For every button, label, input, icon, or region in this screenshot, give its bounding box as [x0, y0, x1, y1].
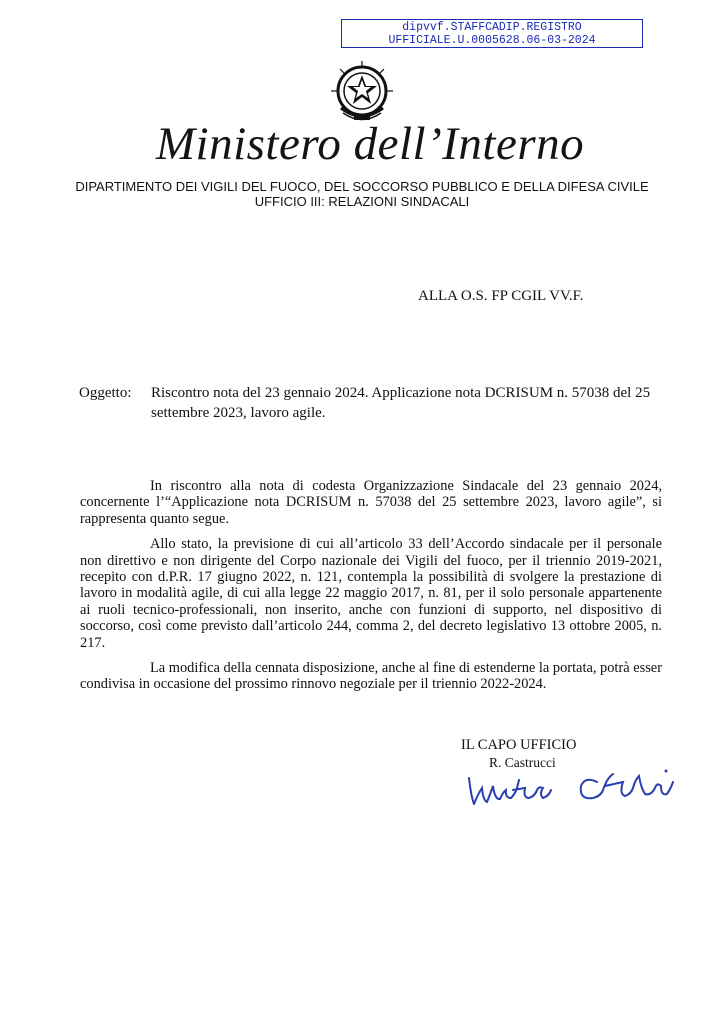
signatory-title: IL CAPO UFFICIO: [461, 737, 577, 753]
paragraph-3: La modifica della cennata disposizione, anche al fine di estenderne la portata, potrà esser condivisa in occasione del prossimo rinnovo negoziale per il triennio 2022-2024.: [80, 660, 662, 693]
subject-label: Oggetto:: [79, 385, 132, 401]
paragraph-2: Allo stato, la previsione di cui all’articolo 33 dell’Accordo sindacale per il personale non direttivo e non dirigente del Corpo nazionale dei Vigili del fuoco, per il triennio 2019-2021, recepito con d.P.R. 17 giugno 2022, n. 121, contempla la possibilità di svolgere la prestazione di lavoro in modalità agile, di cui alla legge 22 maggio 2017, n. 81, per il solo personale appartenente ai ruoli tecnico-professionali, non inserito, anche con funzioni di supporto, nel dispositivo di soccorso, così come previsto dall’articolo 244, comma 2, del decreto legislativo 13 ottobre 2005, n. 217.: [80, 536, 662, 651]
protocol-stamp-line-2: UFFICIALE.U.0005628.06-03-2024: [388, 34, 596, 47]
recipient-address: ALLA O.S. FP CGIL VV.F.: [418, 288, 584, 304]
letter-body: [80, 478, 662, 702]
protocol-stamp-line-1: dipvvf.STAFFCADIP.REGISTRO: [402, 21, 582, 34]
office-name: UFFICIO III: RELAZIONI SINDACALI: [254, 194, 470, 209]
handwritten-signature: [465, 752, 680, 808]
ministry-heading: Ministero dell’Interno: [155, 118, 585, 170]
protocol-stamp: [341, 19, 643, 48]
paragraph-1: In riscontro alla nota di codesta Organizzazione Sindacale del 23 gennaio 2024, concernente l’“Applicazione nota DCRISUM n. 57038 del 25 settembre 2023, lavoro agile”, si rappresenta quanto segue.: [80, 478, 662, 527]
department-name: DIPARTIMENTO DEI VIGILI DEL FUOCO, DEL SOCCORSO PUBBLICO E DELLA DIFESA CIVILE: [75, 179, 649, 194]
subject-text: Riscontro nota del 23 gennaio 2024. Applicazione nota DCRISUM n. 57038 del 25 settembre 2023, lavoro agile.: [151, 385, 651, 421]
signatory-name: R. Castrucci: [489, 755, 556, 770]
